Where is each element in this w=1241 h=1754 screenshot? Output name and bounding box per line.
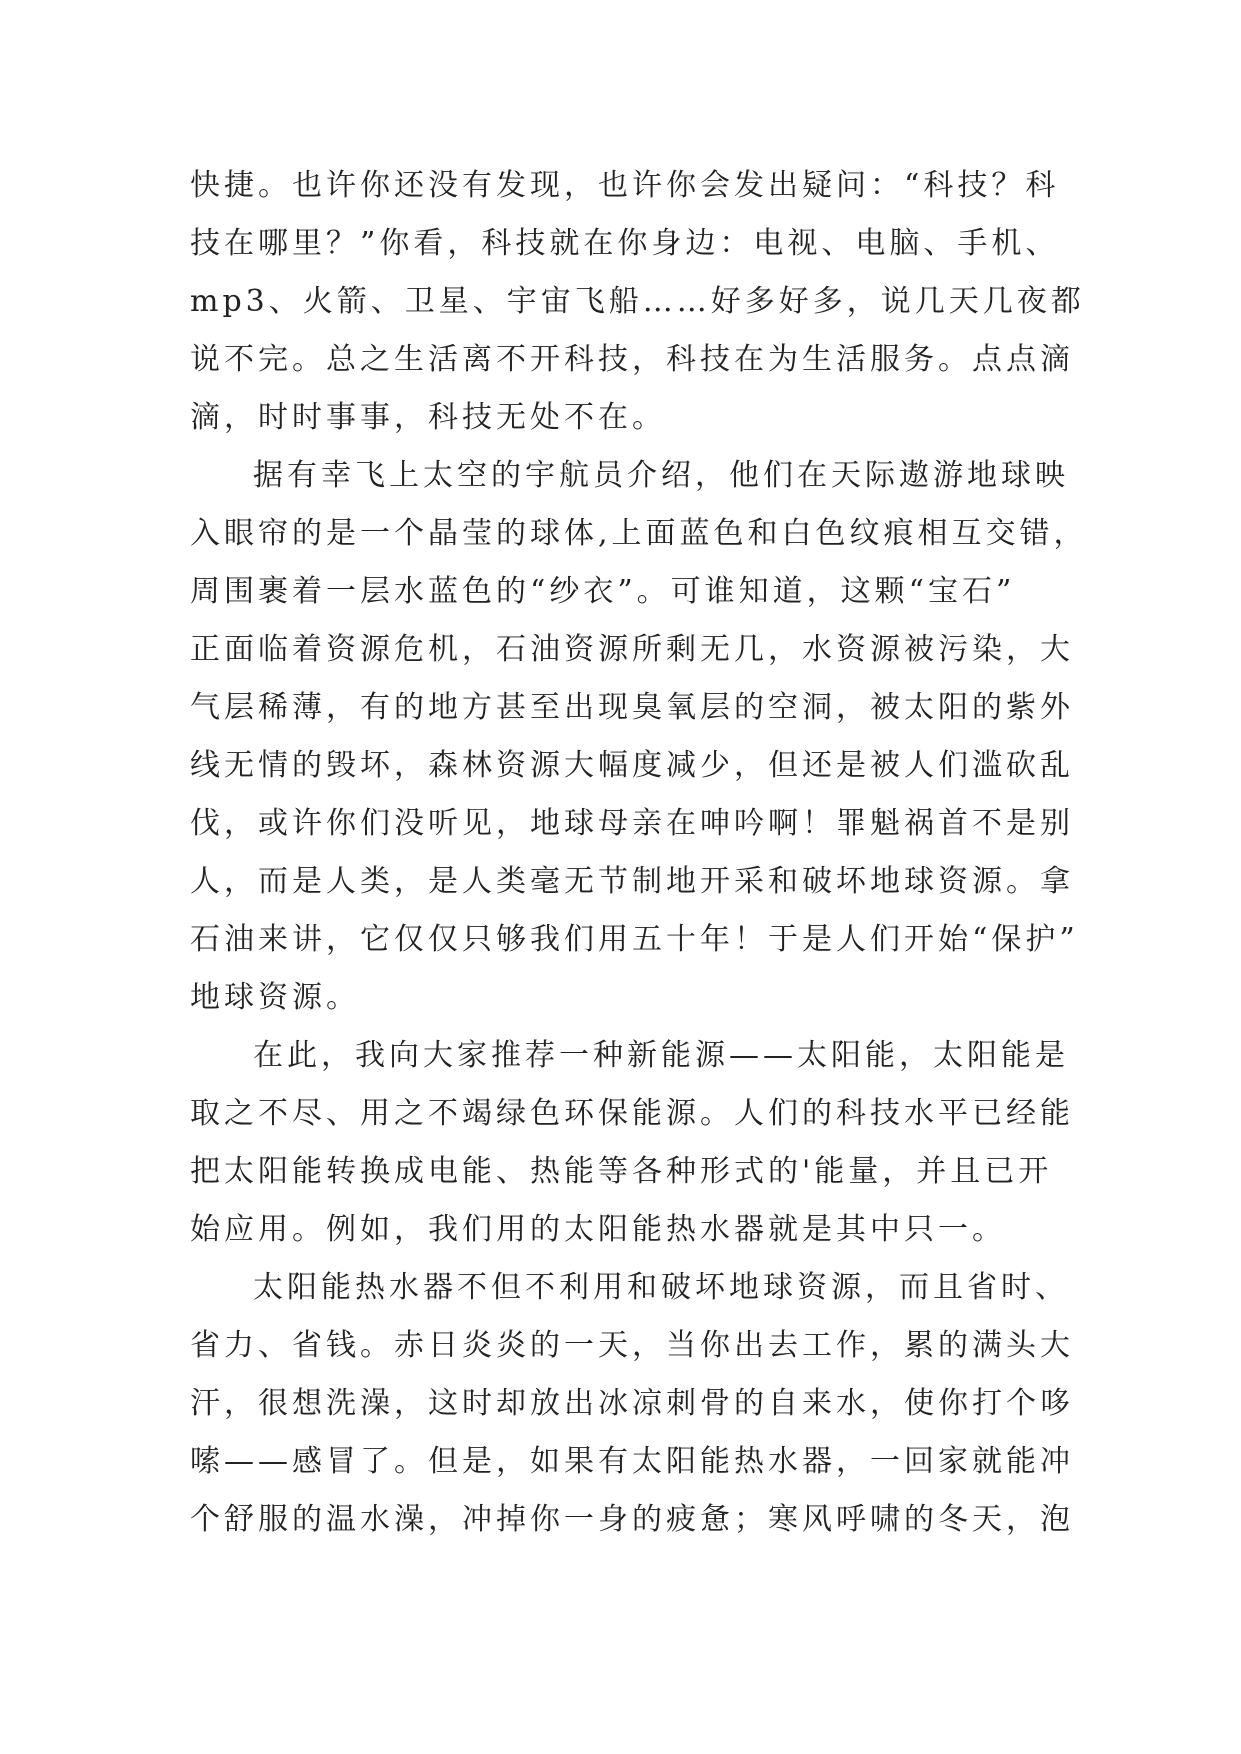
paragraph-first-line: 据有幸飞上太空的宇航员介绍，他们在天际遨游地球映: [253, 458, 1069, 493]
text-line: 周围裹着一层水蓝色的“纱衣”。可谁知道，这颗“宝石”: [190, 574, 1016, 609]
text-line: mp3、火箭、卫星、宇宙飞船……好多好多，说几天几夜都: [190, 284, 1085, 319]
text-line: 气层稀薄，有的地方甚至出现臭氧层的空洞，被太阳的紫外: [190, 690, 1074, 725]
text-line: 个舒服的温水澡，冲掉你一身的疲惫；寒风呼啸的冬天，泡: [190, 1502, 1074, 1537]
text-line: 省力、省钱。赤日炎炎的一天，当你出去工作，累的满头大: [190, 1328, 1074, 1363]
text-line: 汗，很想洗澡，这时却放出冰凉刺骨的自来水，使你打个哆: [190, 1386, 1074, 1421]
text-line: 正面临着资源危机，石油资源所剩无几，水资源被污染，大: [190, 632, 1074, 667]
paragraph-first-line: 在此，我向大家推荐一种新能源——太阳能，太阳能是: [253, 1038, 1069, 1073]
text-line: 人，而是人类，是人类毫无节制地开采和破坏地球资源。拿: [190, 864, 1074, 899]
text-line: 石油来讲，它仅仅只够我们用五十年！于是人们开始“保护”: [190, 922, 1079, 957]
text-line: 快捷。也许你还没有发现，也许你会发出疑问：“科技？科: [190, 168, 1060, 203]
text-line: 始应用。例如，我们用的太阳能热水器就是其中只一。: [190, 1212, 1006, 1247]
text-line: 取之不尽、用之不竭绿色环保能源。人们的科技水平已经能: [190, 1096, 1074, 1131]
text-line: 嗦——感冒了。但是，如果有太阳能热水器，一回家就能冲: [190, 1444, 1074, 1479]
text-line: 伐，或许你们没听见，地球母亲在呻吟啊！罪魁祸首不是别: [190, 806, 1074, 841]
text-line: 入眼帘的是一个晶莹的球体,上面蓝色和白色纹痕相互交错，: [190, 516, 1088, 551]
text-line: 滴，时时事事，科技无处不在。: [190, 400, 666, 435]
text-line: 说不完。总之生活离不开科技，科技在为生活服务。点点滴: [190, 342, 1074, 377]
text-line: 技在哪里？”你看，科技就在你身边：电视、电脑、手机、: [190, 226, 1060, 261]
text-line: 把太阳能转换成电能、热能等各种形式的'能量，并且已开: [190, 1154, 1053, 1189]
text-line: 线无情的毁坏，森林资源大幅度减少，但还是被人们滥砍乱: [190, 748, 1074, 783]
paragraph-first-line: 太阳能热水器不但不利用和破坏地球资源，而且省时、: [253, 1270, 1069, 1305]
text-line: 地球资源。: [190, 980, 360, 1015]
